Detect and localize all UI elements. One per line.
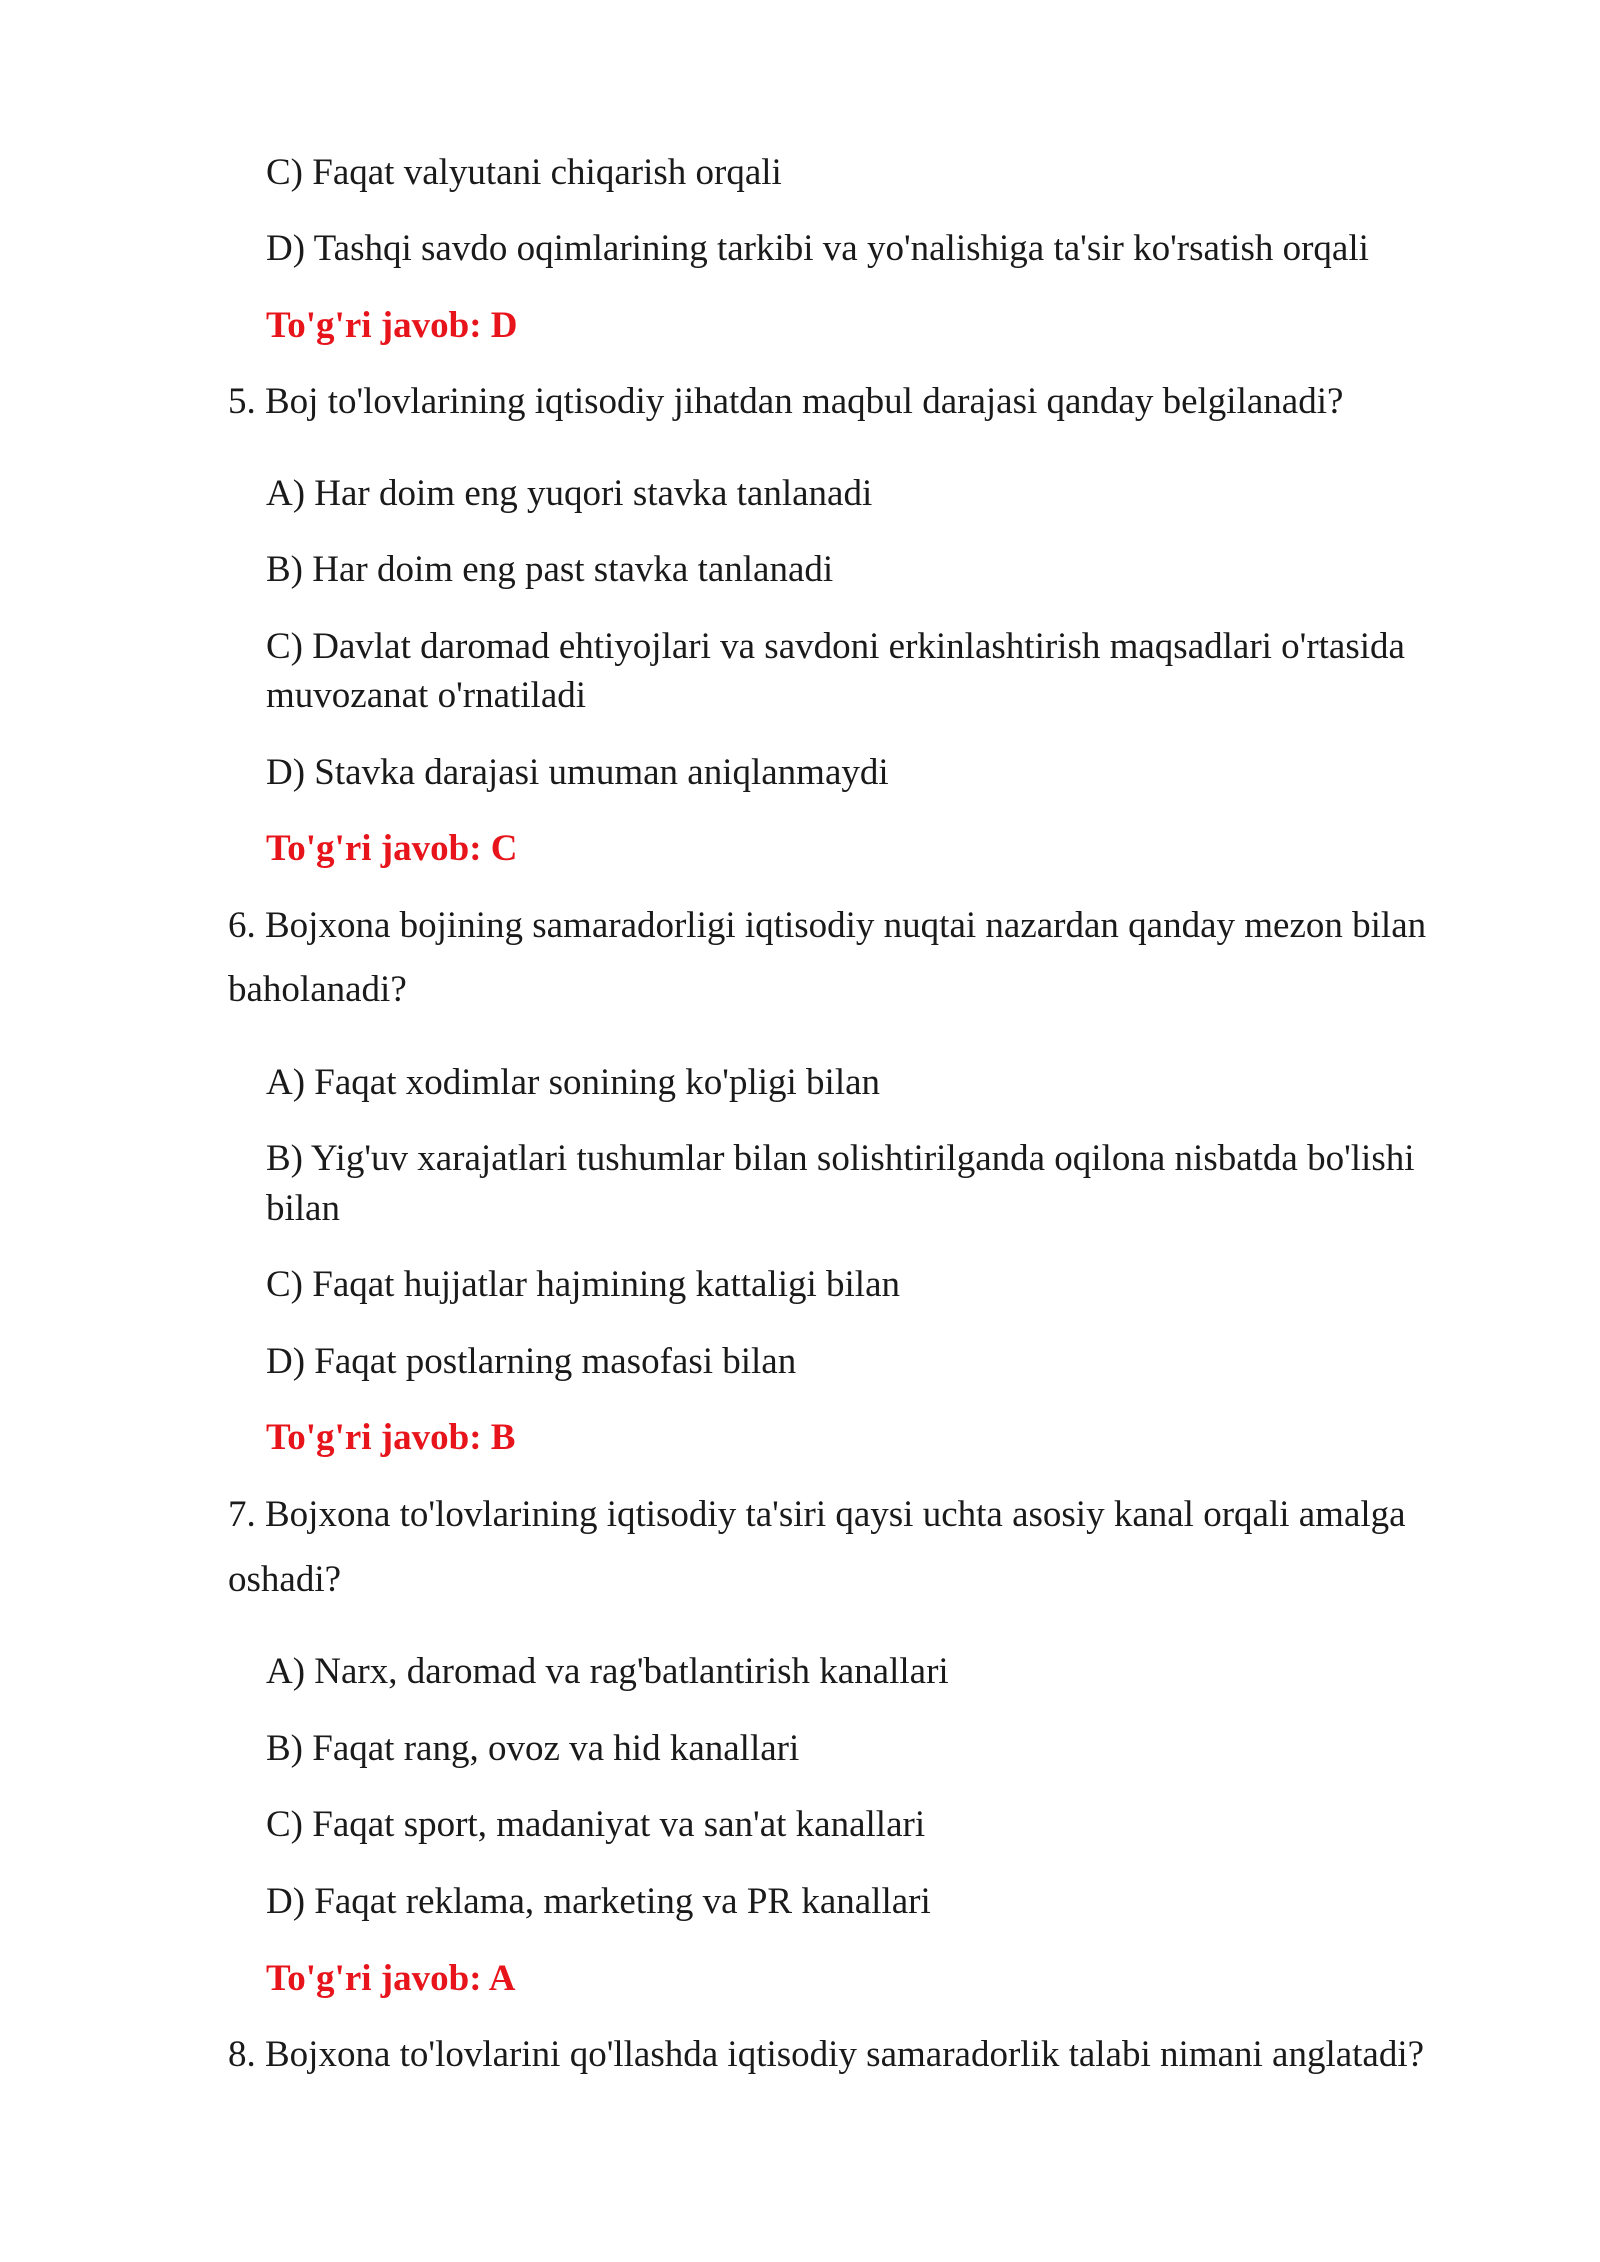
q8-question: 8. Bojxona to'lovlarini qo'llashda iqtisodiy samaradorlik talabi nimani anglatadi? [228, 2034, 1425, 2075]
q5-option-d: D) Stavka darajasi umuman aniqlanmaydi [266, 752, 889, 793]
q6-option-a: A) Faqat xodimlar sonining ko'pligi bilan [266, 1062, 881, 1103]
q5-correct-answer: To'g'ri javob: C [266, 828, 518, 869]
q6-option-b: B) Yig'uv xarajatlari tushumlar bilan solishtirilganda oqilona nisbatda bo'lishi [266, 1138, 1415, 1179]
q4-correct-answer: To'g'ri javob: D [266, 305, 518, 346]
q5-option-b: B) Har doim eng past stavka tanlanadi [266, 549, 834, 590]
q6-option-b-cont: bilan [266, 1188, 340, 1229]
q7-question: 7. Bojxona to'lovlarining iqtisodiy ta'siri qaysi uchta asosiy kanal orqali amalga [228, 1494, 1406, 1535]
q6-option-d: D) Faqat postlarning masofasi bilan [266, 1341, 797, 1382]
q4-option-c: C) Faqat valyutani chiqarish orqali [266, 152, 782, 193]
q7-option-c: C) Faqat sport, madaniyat va san'at kanallari [266, 1804, 926, 1845]
q6-question-cont: baholanadi? [228, 969, 407, 1010]
q5-option-a: A) Har doim eng yuqori stavka tanlanadi [266, 473, 873, 514]
q7-option-a: A) Narx, daromad va rag'batlantirish kanallari [266, 1651, 949, 1692]
q5-option-c-cont: muvozanat o'rnatiladi [266, 675, 587, 716]
q7-question-cont: oshadi? [228, 1559, 342, 1600]
q5-option-c: C) Davlat daromad ehtiyojlari va savdoni erkinlashtirish maqsadlari o'rtasida [266, 626, 1405, 667]
q7-correct-answer: To'g'ri javob: A [266, 1958, 516, 1999]
q6-option-c: C) Faqat hujjatlar hajmining kattaligi bilan [266, 1264, 901, 1305]
q4-option-d: D) Tashqi savdo oqimlarining tarkibi va yo'nalishiga ta'sir ko'rsatish orqali [266, 228, 1369, 269]
q7-option-d: D) Faqat reklama, marketing va PR kanallari [266, 1881, 931, 1922]
q7-option-b: B) Faqat rang, ovoz va hid kanallari [266, 1728, 800, 1769]
q6-question: 6. Bojxona bojining samaradorligi iqtisodiy nuqtai nazardan qanday mezon bilan [228, 905, 1427, 946]
q6-correct-answer: To'g'ri javob: B [266, 1417, 516, 1458]
q5-question: 5. Boj to'lovlarining iqtisodiy jihatdan maqbul darajasi qanday belgilanadi? [228, 381, 1344, 422]
